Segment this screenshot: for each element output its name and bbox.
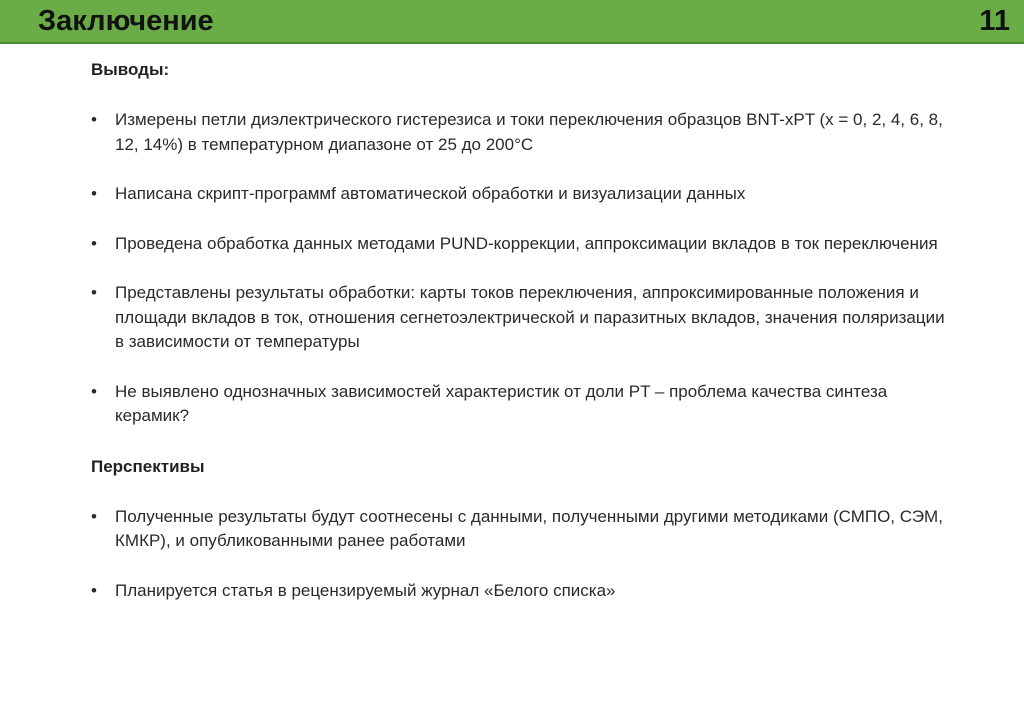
perspectives-heading: Перспективы <box>91 456 205 476</box>
perspective-text: Полученные результаты будут соотнесены с данными, полученными другими методиками (СМПО, СЭМ, КМКР), и опубликованными ранее работами <box>115 506 943 550</box>
perspectives-list <box>91 505 951 604</box>
conclusion-text: Измерены петли диэлектрического гистерезиса и токи переключения образцов BNT-xPT (x = 0, 2, 4, 6, 8, 12, 14%) в температурном диапазоне от 25 до 200°С <box>115 110 943 154</box>
bullet-icon: • <box>91 233 97 253</box>
slide-number: 11 <box>979 5 1010 37</box>
conclusion-item <box>91 232 951 257</box>
bullet-icon: • <box>91 110 97 129</box>
perspective-item <box>91 579 951 604</box>
perspective-text: Планируется статья в рецензируемый журнал «Белого списка» <box>115 580 616 600</box>
conclusion-item <box>91 380 951 429</box>
conclusion-item <box>91 108 951 157</box>
conclusions-heading: Выводы: <box>91 60 170 79</box>
conclusion-text: Не выявлено однозначных зависимостей характеристик от доли PT – проблема качества синтеза керамик? <box>115 381 888 425</box>
bullet-icon: • <box>91 184 97 203</box>
conclusions-list <box>91 108 951 429</box>
conclusion-text: Написана скрипт-программf автоматической обработки и визуализации данных <box>115 184 746 203</box>
bullet-icon: • <box>91 381 97 401</box>
bullet-icon: • <box>91 506 97 526</box>
bullet-icon: • <box>91 580 97 600</box>
conclusion-text: Представлены результаты обработки: карты токов переключения, аппроксимированные положения и площади вкладов в ток, отношения сегнетоэлектрической и паразитных вкладов, значения поляризации в зависимости от температуры <box>115 283 945 351</box>
slide-title: Заключение <box>38 5 214 37</box>
bullet-icon: • <box>91 283 97 302</box>
conclusion-item <box>91 281 951 355</box>
conclusion-text: Проведена обработка данных методами PUND-коррекции, аппроксимации вкладов в ток переключения <box>115 233 938 253</box>
perspective-item <box>91 505 951 554</box>
conclusion-item <box>91 182 951 207</box>
slide-content <box>91 58 951 603</box>
header-bar <box>0 0 1024 44</box>
